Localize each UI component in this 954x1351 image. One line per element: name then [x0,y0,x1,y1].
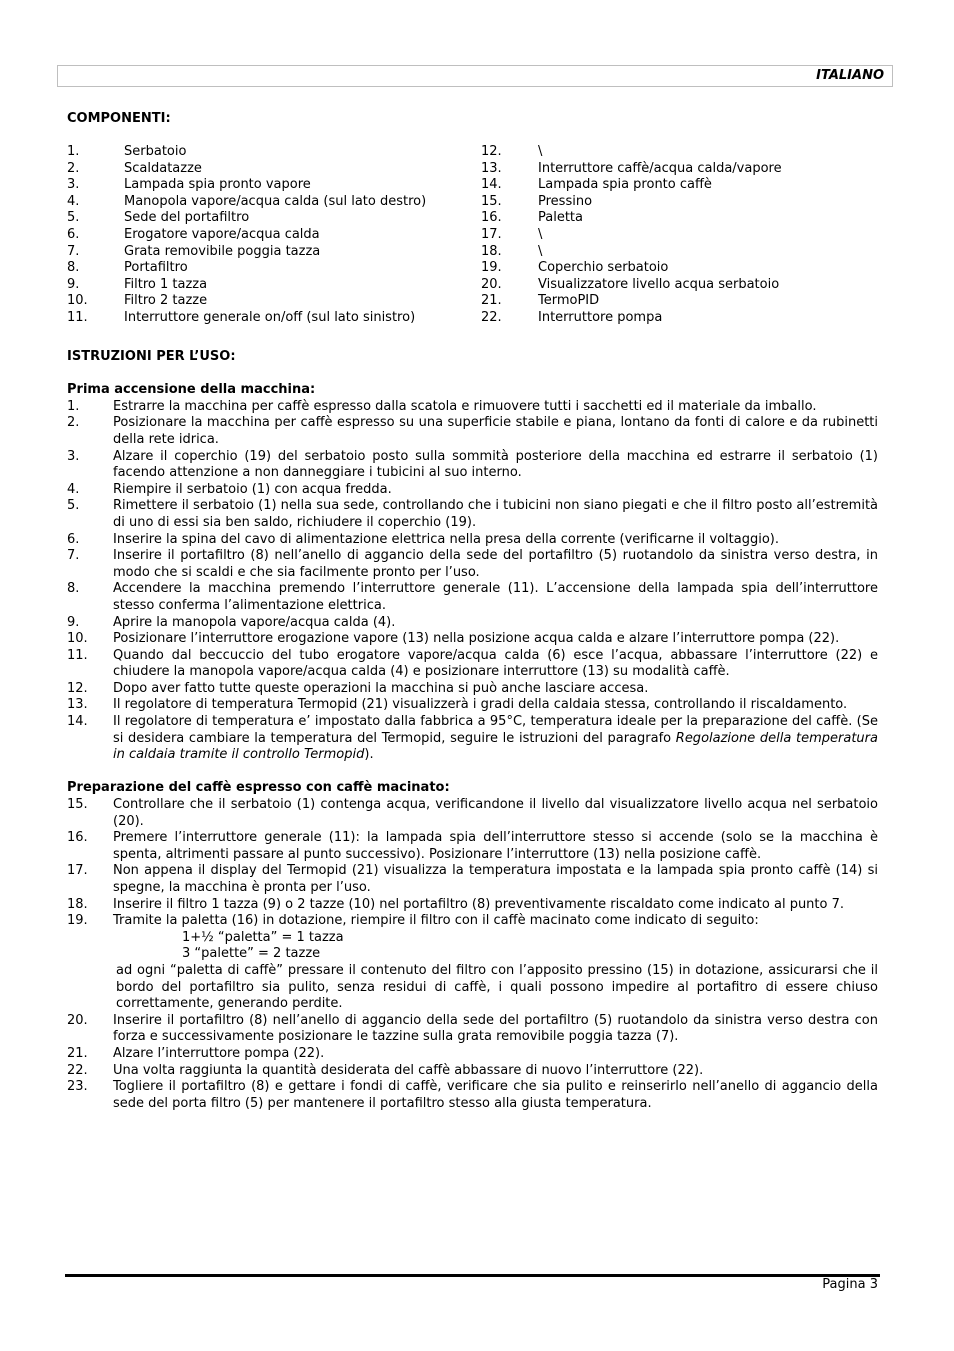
instruction-step [67,830,878,863]
step-text-main: Estrarre la macchina per caffè espresso dalla scatola e rimuovere tutti i sacchetti ed il materiale da imballo. [113,398,817,414]
component-item [67,310,426,327]
component-item [67,277,426,294]
component-number: 22. [481,309,502,325]
component-label: Paletta [538,210,583,226]
step-19-continuation: ad ogni “paletta di caffè” pressare il contenuto del filtro con l’apposito pressino (15) in dotazione, assicurarsi che il bordo del portafiltro sia pulito, senza residui di caffè, i quali possono impedire al portafitro di essere chiuso correttamente, generando perdite. [116,962,878,1012]
component-item [481,177,782,194]
component-label: Interruttore pompa [538,309,663,325]
step-text-main: Inserire il portafiltro (8) nell’anello di aggancio della sede del portafiltro (5) ruotandolo da sinistra verso destra con forza e successivamente posizionare le tazzine sulla grata removibile poggia tazza (7). [113,1012,878,1045]
component-item [67,144,426,161]
instruction-step [67,714,878,764]
component-label: Filtro 1 tazza [124,276,208,292]
step-text [113,482,878,499]
step-text [113,548,878,581]
component-label: Serbatoio [124,144,187,159]
step-text [113,913,878,930]
step-text [113,631,878,648]
instruction-step [67,1013,878,1046]
step-text-main: Posizionare la macchina per caffè espresso su una superficie stabile e piana, lontano da fonti di calore e da rubinetti della rete idrica. [113,415,878,447]
component-number: 19. [481,260,502,276]
step-number: 23. [67,1079,88,1095]
component-item [481,161,782,178]
step-text-main: Premere l’interruttore generale (11): la lampada spia dell’interruttore stesso si accende (solo se la macchina è spenta, altrimenti passare al punto successivo). Posizionare l’interruttore (13) nella posizione caffè. [113,830,878,862]
instruction-step [67,913,878,930]
step-text-main: Alzare l’interruttore pompa (22). [113,1045,325,1061]
step-text [113,615,878,632]
instruction-step [67,482,878,499]
step-text [113,581,878,614]
step-number: 5. [67,498,80,514]
step-number: 21. [67,1045,88,1061]
component-item [67,227,426,244]
component-number: 16. [481,210,502,226]
step-text-main: Il regolatore di temperatura Termopid (21) visualizzerà i gradi della caldaia stessa, controllando il riscaldamento. [113,697,848,713]
component-label: Pressino [538,193,593,209]
instructions-section [67,349,878,1112]
step-number: 22. [67,1062,88,1078]
footer-rule [65,1274,880,1277]
instruction-step [67,1063,878,1080]
component-number: 9. [67,276,80,292]
components-list-left [67,144,426,327]
component-item [481,227,782,244]
step-number: 13. [67,697,88,713]
step-number: 6. [67,531,80,547]
component-label: Manopola vapore/acqua calda (sul lato destro) [124,193,427,209]
step-text [113,449,878,482]
first-use-list [67,399,878,764]
component-number: 10. [67,293,88,309]
component-label: \ [538,144,543,159]
espresso-after-list [67,1013,878,1113]
component-label: Filtro 2 tazze [124,293,208,309]
component-number: 11. [67,309,88,325]
instruction-step [67,1079,878,1112]
step-text [113,415,878,448]
espresso-list [67,797,878,930]
step-text [113,1079,878,1112]
component-number: 17. [481,226,502,242]
page-number: Pagina 3 [822,1277,878,1292]
step-text [113,1046,878,1063]
step-number: 2. [67,415,80,431]
step-number: 15. [67,797,88,813]
component-item [67,244,426,261]
component-label: Coperchio serbatoio [538,260,669,276]
espresso-title: Preparazione del caffè espresso con caffè macinato: [67,780,450,796]
language-label: ITALIANO [816,68,884,83]
component-item [481,260,782,277]
component-label: Lampada spia pronto vapore [124,177,311,193]
step-text [113,697,878,714]
instruction-step [67,863,878,896]
component-item [481,194,782,211]
step-number: 1. [67,398,80,414]
instruction-step [67,498,878,531]
step-number: 20. [67,1012,88,1028]
step-text-main: Accendere la macchina premendo l’interruttore generale (11). L’accensione della lampada spia dell’interruttore stesso conferma l’alimentazione elettrica. [113,581,878,613]
instruction-step [67,399,878,416]
component-label: \ [538,226,543,242]
component-number: 5. [67,210,80,226]
component-number: 20. [481,276,502,292]
dose-line: 1+½ “paletta” = 1 tazza [182,929,344,945]
step-text [113,1063,878,1080]
component-label: \ [538,243,543,259]
first-use-title: Prima accensione della macchina: [67,382,316,398]
step-text-main: Alzare il coperchio (19) del serbatoio posto sulla sommità posteriore della macchina ed estrarre il serbatoio (1) facendo attenzione a non danneggiare i tubicini al suo interno. [113,448,878,481]
step-text-main: Posizionare l’interruttore erogazione vapore (13) nella posizione acqua calda e alzare l’interruttore pompa (22). [113,631,840,647]
components-list-right [481,144,782,327]
component-label: Visualizzatore livello acqua serbatoio [538,276,780,292]
instruction-step [67,449,878,482]
step-text [113,648,878,681]
step-text-main: Riempire il serbatoio (1) con acqua fredda. [113,481,392,497]
instruction-step [67,681,878,698]
component-number: 13. [481,160,502,176]
step-number: 19. [67,913,88,929]
step-text-main: Dopo aver fatto tutte queste operazioni la macchina si può anche lasciare accesa. [113,680,649,696]
component-item [67,161,426,178]
step-number: 12. [67,680,88,696]
instructions-title: ISTRUZIONI PER L’USO: [67,349,236,364]
component-label: Lampada spia pronto caffè [538,177,712,193]
instruction-step [67,897,878,914]
component-item [481,310,782,327]
step-number: 4. [67,481,80,497]
component-item [67,177,426,194]
step-number: 3. [67,448,80,464]
step-number: 11. [67,647,88,663]
instruction-step [67,648,878,681]
step-text-main: Inserire il portafiltro (8) nell’anello di aggancio della sede del portafiltro (5) ruotandolo da sinistra verso destra, in modo che si scaldi e che sia facilmente pronto per l’uso. [113,548,878,580]
component-item [481,277,782,294]
component-item [67,293,426,310]
component-number: 3. [67,177,80,193]
component-label: Interruttore caffè/acqua calda/vapore [538,160,782,176]
component-label: TermoPID [538,293,600,309]
component-number: 7. [67,243,80,259]
component-number: 2. [67,160,80,176]
step-text [113,681,878,698]
step-text-main: Una volta raggiunta la quantità desiderata del caffè abbassare di nuovo l’interruttore (22). [113,1062,704,1078]
component-label: Portafiltro [124,260,188,276]
component-item [481,210,782,227]
step-number: 7. [67,548,80,564]
header-box [57,65,893,87]
instruction-step [67,532,878,549]
step-text-main: Togliere il portafiltro (8) e gettare i fondi di caffè, verificare che sia pulito e reinserirlo nell’anello di aggancio della sede del porta filtro (5) per mantenere il portafiltro stesso alla giusta temperatura. [113,1079,878,1111]
step-text-italic: Regolazione della temperatura in caldaia tramite il controllo Termopid [113,730,878,763]
instruction-step [67,615,878,632]
step-text-main: Inserire il filtro 1 tazza (9) o 2 tazze (10) nel portafiltro (8) preventivamente riscaldato come indicato al punto 7. [113,896,845,912]
component-item [481,144,782,161]
component-item [67,194,426,211]
component-number: 18. [481,243,502,259]
step-text-main: Non appena il display del Termopid (21) visualizza la temperatura impostata e la lampada spia pronto caffè (14) si spegne, la macchina è pronta per l’uso. [113,863,878,895]
step-text [113,498,878,531]
step-number: 18. [67,896,88,912]
component-number: 14. [481,177,502,193]
component-number: 21. [481,293,502,309]
instruction-step [67,797,878,830]
component-number: 1. [67,144,80,159]
component-number: 12. [481,144,502,159]
step-number: 16. [67,830,88,846]
step-text-main: Tramite la paletta (16) in dotazione, riempire il filtro con il caffè macinato come indicato di seguito: [113,913,759,929]
component-label: Interruttore generale on/off (sul lato sinistro) [124,309,416,325]
step-text [113,897,878,914]
step-number: 14. [67,714,88,730]
component-label: Sede del portafiltro [124,210,250,226]
step-text [113,1013,878,1046]
dose-line: 3 “palette” = 2 tazze [182,946,321,962]
instruction-step [67,415,878,448]
component-label: Erogatore vapore/acqua calda [124,226,320,242]
instruction-step [67,697,878,714]
step-text-main: Quando dal beccuccio del tubo erogatore vapore/acqua calda (6) esce l’acqua, abbassare l’interruttore (22) e chiudere la manopola vapore/acqua calda (4) e posizionare interruttore (13) su modalità caffè. [113,647,878,680]
step-text [113,399,878,416]
step-text-main: Rimettere il serbatoio (1) nella sua sede, controllando che i tubicini non siano piegati e che il filtro posto all’estremità di uno di essi sia ben saldo, richiudere il coperchio (19). [113,498,879,530]
step-text [113,863,878,896]
step-text [113,532,878,549]
component-label: Grata removibile poggia tazza [124,243,321,259]
component-number: 4. [67,193,80,209]
step-number: 9. [67,614,80,630]
components-title: COMPONENTI: [67,111,171,126]
step-text [113,797,878,830]
component-number: 15. [481,193,502,209]
component-label: Scaldatazze [124,160,202,176]
component-item [481,293,782,310]
component-item [67,260,426,277]
instruction-step [67,631,878,648]
step-text [113,714,878,764]
step-number: 10. [67,631,88,647]
step-number: 17. [67,863,88,879]
component-item [67,210,426,227]
instruction-step [67,548,878,581]
step-text-main: Inserire la spina del cavo di alimentazione elettrica nella presa della corrente (verificarne il voltaggio). [113,531,779,547]
step-text-main: Aprire la manopola vapore/acqua calda (4). [113,614,396,630]
instruction-step [67,581,878,614]
component-item [481,244,782,261]
step-text-main: Controllare che il serbatoio (1) contenga acqua, verificandone il livello dal visualizzatore livello acqua nel serbatoio (20). [113,797,878,829]
component-number: 8. [67,260,80,276]
step-number: 8. [67,581,80,597]
component-number: 6. [67,226,80,242]
step-text-tail: ). [364,747,374,763]
instruction-step [67,1046,878,1063]
step-text [113,830,878,863]
step-text-main: Il regolatore di temperatura e’ impostato dalla fabbrica a 95°C, temperatura ideale per la preparazione del caffè. (Se si desidera cambiare la temperatura del Termopid, seguire le istruzioni del paragrafo [113,714,878,746]
